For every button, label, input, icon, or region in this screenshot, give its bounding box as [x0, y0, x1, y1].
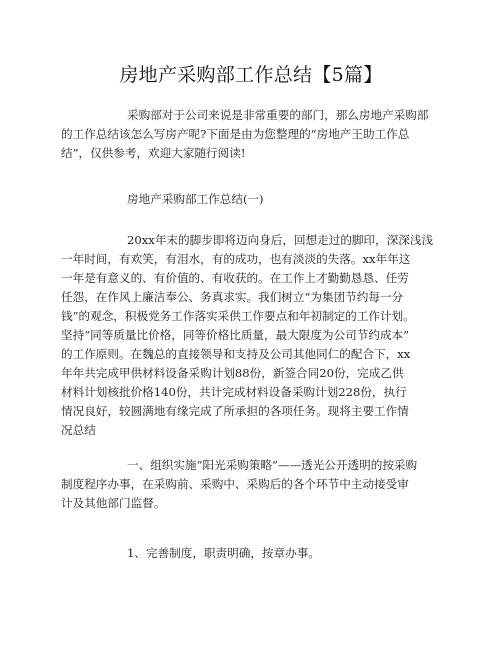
intro-line: 结”，仅供参考，欢迎大家随行阅读!: [61, 146, 246, 160]
point-one-line: 制度程序办事，在采购前、采购中、采购后的各个环节中主动接受审: [61, 477, 409, 491]
body-paragraph: [61, 231, 447, 440]
body-line: 20xx年末的脚步即将迈向身后，回想走过的脚印，深深浅浅: [127, 233, 434, 247]
section-heading-text: 房地产采购部工作总结(一): [127, 192, 264, 206]
body-line: 情况良好，较圆满地有缘完成了所承担的各项任务。现将主要工作情: [61, 404, 409, 418]
body-line: 任怨，在作风上廉洁奉公、务真求实。我们树立“为集团节约每一分: [61, 290, 404, 304]
sub-point: [61, 544, 447, 563]
body-line: 材料计划核批价格140份，共计完成材料设备采购计划228份，执行: [61, 385, 407, 399]
point-one-line: 一、组织实施“阳光采购策略”——透光公开透明的按采购: [127, 458, 418, 472]
section-heading: [61, 190, 447, 209]
point-one-line: 计及其他部门监督。: [61, 496, 166, 510]
sub-point-text: 1、完善制度，职责明确，按章办事。: [127, 546, 320, 560]
intro-paragraph: [61, 106, 447, 163]
body-line: 的工作原则。在魏总的直接领导和支持及公司其他同仁的配合下，xx: [61, 347, 411, 361]
body-line: 年年共完成甲供材料设备采购计划88份，新签合同20份，完成乙供: [61, 366, 404, 380]
body-line: 一年是有意义的、有价值的、有收获的。在工作上才勤勤恳恳、任劳: [61, 271, 409, 285]
intro-line: 采购部对于公司来说是非常重要的部门，那么房地产采购部: [127, 108, 429, 122]
body-line: 一年时间，有欢笑，有泪水，有的成功，也有淡淡的失落。xx年年这: [61, 252, 411, 266]
point-one-paragraph: [61, 456, 447, 513]
body-line: 钱”的观念，积极党务工作落实采供工作要点和年初制定的工作计划。: [61, 309, 415, 323]
body-line: 坚持“同等质量比价格，同等价格比质量，最大限度为公司节约成本”: [61, 328, 410, 342]
document-title: 房地产采购部工作总结【5篇】: [119, 64, 383, 86]
intro-line: 的工作总结该怎么写房产呢?下面是由为您整理的“房地产王助工作总: [61, 127, 410, 141]
body-line: 况总结: [61, 423, 96, 437]
